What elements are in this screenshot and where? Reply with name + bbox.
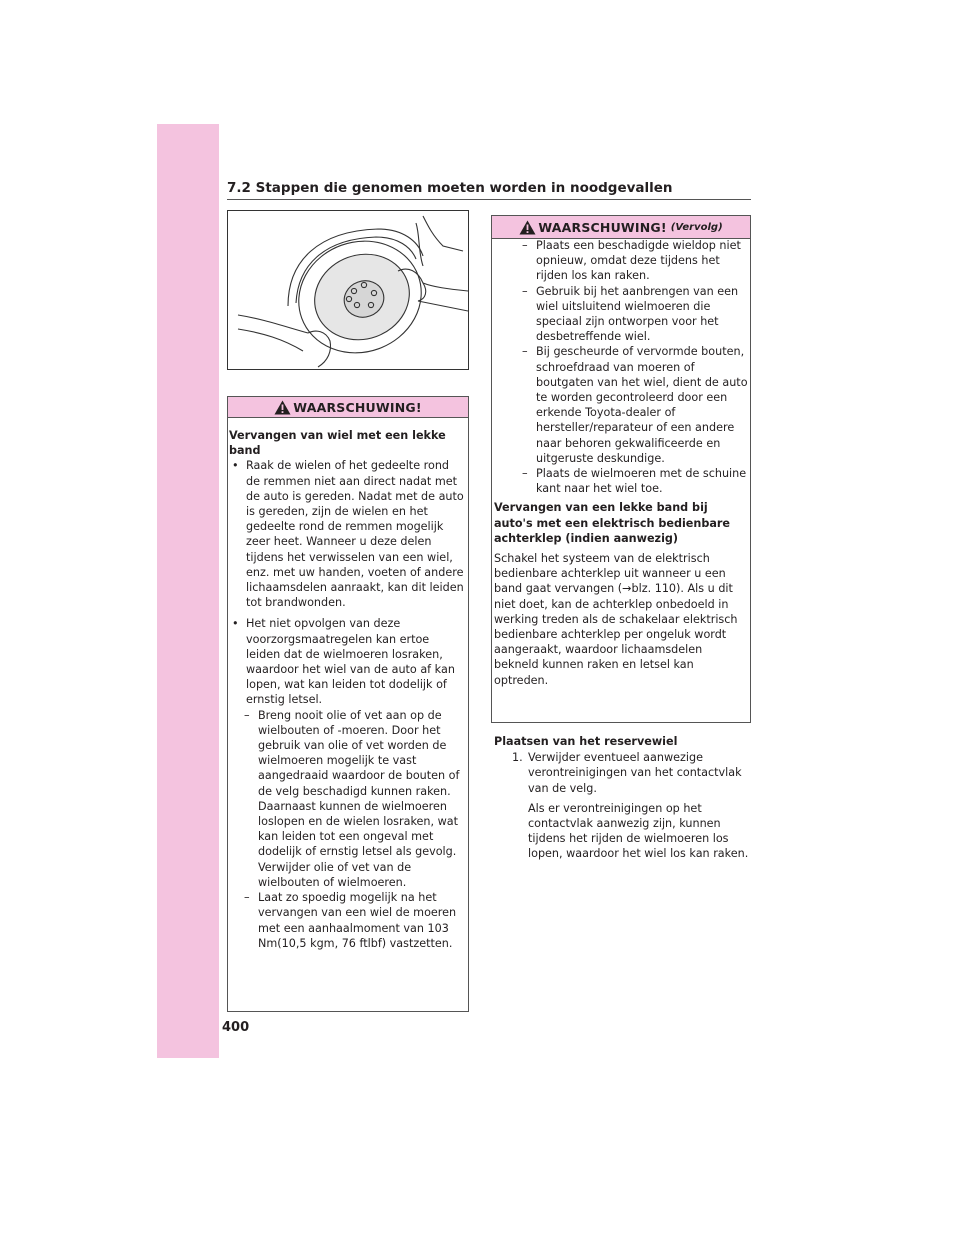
right-dash-1-text: Plaats een beschadigde wieldop niet opnieuw, omdat deze tijdens het rijden los kan raken. [536, 239, 741, 283]
list-item [229, 708, 465, 890]
dash-marker: – [244, 708, 250, 722]
right-dash-3-text: Bij gescheurde of vervormde bouten, schroefdraad van moeren of boutgaten van het wiel, dient de auto te worden gecontroleerd door een erkende Toyota-dealer of hersteller/reparateur of een andere naar behoren gekwalificeerde en uitgeruste deskundige. [536, 345, 748, 465]
warning-triangle-icon [274, 400, 291, 415]
list-item [494, 284, 748, 345]
list-item [229, 616, 465, 707]
right-dash-4-text: Plaats de wielmoeren met de schuine kant naar het wiel toe. [536, 467, 747, 496]
step-number: 1. [512, 751, 523, 765]
bullet-1-text: Raak de wielen of het gedeelte rond de remmen niet aan direct nadat met de auto is gereden. Nadat met de auto is gereden, zijn de wielen en het gedeelte rond de remmen mogelijk zeer heet. Wanneer u deze delen tijdens het verwisselen van een wiel, enz. met uw handen, voeten of andere lichaamsdelen aanraakt, kan dit leiden tot brandwonden. [246, 459, 464, 610]
list-item [494, 238, 748, 284]
section-header-title: 7.2 Stappen die genomen moeten worden in noodgevallen [227, 180, 673, 196]
step-item [494, 750, 752, 796]
step-1-text: Verwijder eventueel aanwezige verontreinigingen van het contactvlak van de velg. [528, 751, 742, 795]
dash-marker: – [522, 345, 528, 359]
warning-header-continued [492, 216, 750, 239]
dash-marker: – [244, 891, 250, 905]
bullet-marker: • [232, 459, 239, 473]
step-1-note: Als er verontreinigingen op het contactvlak aanwezig zijn, kunnen tijdens het rijden de wielmoeren los lopen, waardoor het wiel los kan raken. [528, 801, 749, 861]
page-number: 400 [222, 1020, 250, 1035]
bullet-2-text: Het niet opvolgen van deze voorzorgsmaatregelen kan ertoe leiden dat de wielmoeren losraken, waardoor het wiel van de auto af kan lopen, wat kan leiden tot dodelijk of ernstig letsel. [246, 617, 455, 707]
right-warning-content [494, 238, 748, 688]
section-heading: Plaatsen van het reservewiel [494, 735, 678, 748]
warning-header [228, 397, 468, 418]
dash-marker: – [522, 467, 528, 481]
bullet-marker: • [232, 617, 239, 631]
tailgate-paragraph: Schakel het systeem van de elektrisch bedienbare achterklep uit wanneer u een band gaat vervangen (→blz. 110). Als u dit niet doet, kan de achterklep onbedoeld in werking treden als de schakelaar elektrisch bedienbare achterklep per ongeluk wordt aangeraakt, waardoor lichaamsdelen bekneld kunnen raken en letsel kan optreden. [494, 552, 738, 687]
dash-marker: – [522, 239, 528, 252]
page-side-band [157, 124, 219, 1058]
dash-1-text: Breng nooit olie of vet aan op de wielbouten of -moeren. Door het gebruik van olie of vet worden de wielmoeren mogelijk te vast aangedraaid waardoor de bouten of de velg beschadigd kunnen raken. Daarnaast kunnen de wielmoeren loslopen en de wielen losraken, wat kan leiden tot een ongeval met dodelijk of ernstig letsel als gevolg. Verwijder olie of vet van de wielbouten of wielmoeren. [258, 708, 460, 889]
dash-2-text: Laat zo spoedig mogelijk na het vervangen van een wiel de moeren met een aanhaalmoment van 103 Nm(10,5 kgm, 76 ftlbf) vastzetten. [258, 891, 457, 950]
list-item [494, 466, 748, 496]
dash-marker: – [522, 284, 528, 298]
left-warning-content [229, 428, 465, 951]
warning-title: WAARSCHUWING! [538, 219, 667, 235]
tailgate-heading: Vervangen van een lekke band bij auto's met een elektrisch bedienbare achterklep (indien aanwezig) [494, 501, 731, 545]
list-item [229, 458, 465, 610]
list-item [229, 890, 465, 951]
header-rule [227, 199, 751, 200]
warning-title: WAARSCHUWING! [293, 399, 422, 415]
wheel-hands-icon [228, 211, 468, 369]
bullet-text [246, 458, 465, 610]
main-text [494, 734, 752, 862]
list-item [494, 344, 748, 466]
warning-continued-label: (Vervolg) [670, 221, 723, 233]
warning-heading: Vervangen van wiel met een lekke band [229, 429, 446, 458]
spare-wheel-illustration [227, 210, 469, 370]
right-dash-2-text: Gebruik bij het aanbrengen van een wiel uitsluitend wielmoeren die speciaal zijn ontworpen voor het desbetreffende wiel. [536, 284, 739, 344]
warning-triangle-icon [519, 220, 536, 235]
